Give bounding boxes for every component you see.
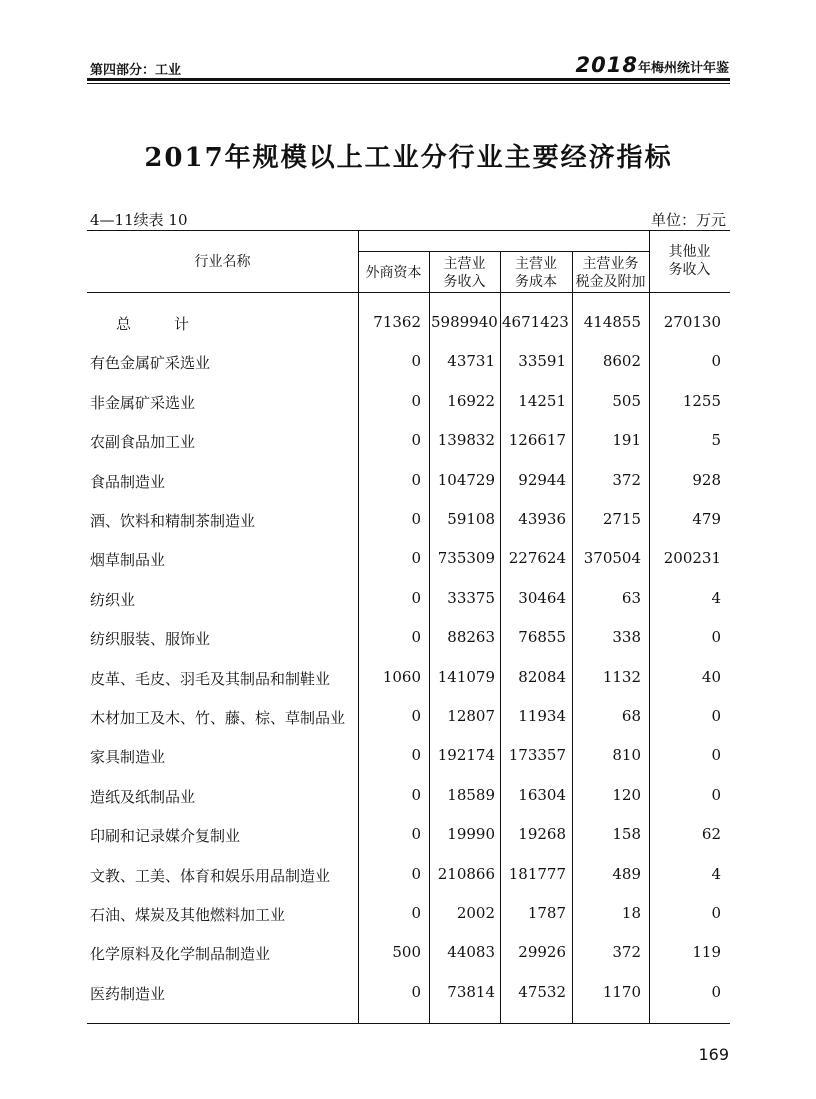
- table-row: [0, 581, 816, 620]
- cell-other-revenue: 62: [701, 825, 721, 844]
- cell-main-cost: 126617: [508, 431, 566, 450]
- cell-other-revenue: 0: [711, 352, 721, 371]
- unit-label: 单位：万元: [650, 211, 726, 229]
- page-title: 2017年规模以上工业分行业主要经济指标: [144, 143, 673, 173]
- cell-main-cost: 227624: [508, 549, 566, 568]
- cell-main-cost: 14251: [518, 391, 566, 410]
- cell-other-revenue: 119: [692, 943, 721, 962]
- header-line: 主营业: [443, 256, 486, 272]
- cell-other-revenue: 270130: [663, 313, 721, 331]
- row-name: 造纸及纸制品业: [90, 787, 196, 806]
- cell-main-tax: 810: [612, 746, 641, 765]
- cell-main-tax: 505: [612, 391, 641, 410]
- cell-other-revenue: 4: [711, 864, 721, 883]
- cell-main-revenue: 210866: [437, 864, 495, 883]
- yearbook-header: [576, 53, 729, 77]
- table-row: [0, 541, 816, 580]
- cell-main-cost: 82084: [518, 667, 566, 686]
- cell-main-cost: 4671423: [502, 313, 569, 331]
- cell-main-revenue: 5989940: [431, 313, 498, 331]
- cell-foreign-capital: 0: [411, 864, 421, 883]
- column-header-main-tax: [572, 255, 649, 291]
- table-row: [0, 857, 816, 896]
- header-line: 主营业: [515, 256, 557, 272]
- yearbook-title: 年梅州统计年鉴: [637, 61, 729, 76]
- header-line: 务收入: [443, 274, 486, 290]
- cell-main-tax: 8602: [602, 352, 641, 371]
- table-row-total: [0, 305, 816, 344]
- cell-main-revenue: 18589: [447, 785, 495, 804]
- table-row: [0, 660, 816, 699]
- table-row: [0, 384, 816, 423]
- table-row: [0, 975, 816, 1014]
- column-header-main-cost: [500, 255, 572, 291]
- cell-main-tax: 18: [621, 904, 641, 922]
- cell-main-cost: 47532: [518, 982, 566, 1001]
- table-bottom-rule: [87, 1023, 730, 1024]
- row-name: 纺织服装、服饰业: [90, 630, 211, 649]
- cell-foreign-capital: 0: [411, 352, 421, 371]
- cell-main-revenue: 59108: [447, 510, 495, 528]
- cell-main-cost: 33591: [518, 352, 566, 371]
- row-name: 纺织业: [90, 590, 136, 609]
- cell-main-cost: 43936: [518, 510, 566, 528]
- cell-main-revenue: 33375: [447, 588, 495, 607]
- cell-main-revenue: 141079: [437, 667, 495, 686]
- cell-other-revenue: 0: [711, 904, 721, 922]
- cell-main-cost: 30464: [518, 588, 566, 607]
- cell-main-cost: 29926: [518, 943, 566, 962]
- cell-main-cost: 19268: [518, 825, 566, 844]
- row-name: 酒、饮料和精制茶制造业: [90, 512, 256, 530]
- table-row: [0, 896, 816, 935]
- cell-main-tax: 1170: [602, 982, 641, 1001]
- table-row: [0, 463, 816, 502]
- row-name: 农副食品加工业: [90, 433, 196, 452]
- cell-foreign-capital: 0: [411, 904, 421, 922]
- cell-main-tax: 191: [612, 431, 641, 450]
- section-header: 第四部分：工业: [90, 63, 182, 78]
- cell-foreign-capital: 0: [411, 707, 421, 725]
- cell-main-revenue: 139832: [437, 431, 495, 450]
- header-line: 务收入: [668, 262, 711, 278]
- table-row: [0, 502, 816, 541]
- cell-foreign-capital: 1060: [382, 667, 421, 686]
- cell-main-revenue: 73814: [447, 982, 495, 1001]
- cell-main-cost: 1787: [527, 904, 566, 922]
- row-name: 文教、工美、体育和娱乐用品制造业: [90, 866, 331, 885]
- cell-main-tax: 158: [612, 825, 641, 844]
- header-rule: [87, 78, 730, 81]
- column-header-foreign-capital: 外商资本: [365, 265, 422, 281]
- cell-main-revenue: 19990: [447, 825, 495, 844]
- cell-other-revenue: 5: [711, 431, 721, 450]
- cell-main-tax: 338: [612, 628, 641, 647]
- row-name: 印刷和记录媒介复制业: [90, 827, 241, 846]
- row-name: 家具制造业: [90, 748, 166, 767]
- cell-main-tax: 370504: [583, 549, 641, 568]
- cell-main-tax: 489: [612, 864, 641, 883]
- row-name: 总 计: [116, 315, 204, 333]
- cell-foreign-capital: 71362: [373, 313, 421, 331]
- cell-main-tax: 2715: [602, 510, 641, 528]
- cell-main-cost: 16304: [518, 785, 566, 804]
- cell-other-revenue: 200231: [663, 549, 721, 568]
- header-line: 务成本: [515, 274, 557, 290]
- cell-other-revenue: 0: [711, 707, 721, 725]
- cell-main-revenue: 192174: [437, 746, 495, 765]
- cell-foreign-capital: 0: [411, 549, 421, 568]
- table-top-rule: [87, 230, 730, 231]
- cell-main-revenue: 88263: [447, 628, 495, 647]
- cell-foreign-capital: 0: [411, 510, 421, 528]
- row-name: 食品制造业: [90, 472, 166, 491]
- header-bottom-rule: [87, 292, 730, 293]
- header-rule-thin: [87, 83, 730, 84]
- cell-main-revenue: 735309: [437, 549, 495, 568]
- cell-foreign-capital: 0: [411, 785, 421, 804]
- cell-main-tax: 120: [612, 785, 641, 804]
- cell-other-revenue: 40: [701, 667, 721, 686]
- cell-other-revenue: 0: [711, 982, 721, 1001]
- cell-main-tax: 372: [612, 943, 641, 962]
- cell-main-cost: 173357: [508, 746, 566, 765]
- cell-main-revenue: 104729: [437, 470, 495, 489]
- table-row: [0, 699, 816, 738]
- row-name: 石油、煤炭及其他燃料加工业: [90, 906, 286, 924]
- column-header-name: 行业名称: [194, 254, 251, 270]
- header-line: 主营业务: [582, 256, 639, 272]
- row-name: 有色金属矿采选业: [90, 354, 211, 373]
- cell-other-revenue: 1255: [682, 391, 721, 410]
- table-row: [0, 817, 816, 856]
- cell-main-cost: 76855: [518, 628, 566, 647]
- page-number: 169: [698, 1045, 729, 1064]
- cell-foreign-capital: 0: [411, 825, 421, 844]
- cell-main-cost: 92944: [518, 470, 566, 489]
- row-name: 非金属矿采选业: [90, 393, 196, 412]
- cell-main-revenue: 43731: [447, 352, 495, 371]
- cell-foreign-capital: 500: [392, 943, 421, 962]
- cell-foreign-capital: 0: [411, 391, 421, 410]
- table-row: [0, 620, 816, 659]
- cell-main-revenue: 2002: [456, 904, 495, 922]
- cell-other-revenue: 4: [711, 588, 721, 607]
- cell-main-tax: 68: [621, 707, 641, 725]
- cell-main-tax: 372: [612, 470, 641, 489]
- header-line: 其他业: [668, 244, 711, 260]
- row-name: 医药制造业: [90, 984, 166, 1003]
- cell-other-revenue: 0: [711, 628, 721, 647]
- cell-other-revenue: 928: [692, 470, 721, 489]
- cell-main-cost: 181777: [508, 864, 566, 883]
- table-id: 4—11续表 10: [90, 211, 188, 229]
- table-row: [0, 778, 816, 817]
- cell-foreign-capital: 0: [411, 982, 421, 1001]
- yearbook-year: 2018: [575, 53, 638, 77]
- row-name: 木材加工及木、竹、藤、棕、草制品业: [90, 709, 346, 727]
- cell-foreign-capital: 0: [411, 588, 421, 607]
- header-line: 税金及附加: [575, 274, 646, 290]
- cell-foreign-capital: 0: [411, 628, 421, 647]
- column-header-other-revenue: [649, 243, 730, 279]
- cell-foreign-capital: 0: [411, 431, 421, 450]
- table-row: [0, 935, 816, 974]
- cell-main-tax: 414855: [583, 313, 641, 331]
- cell-main-tax: 1132: [602, 667, 641, 686]
- row-name: 烟草制品业: [90, 551, 166, 570]
- table-row: [0, 423, 816, 462]
- cell-main-cost: 11934: [518, 707, 566, 725]
- cell-other-revenue: 0: [711, 746, 721, 765]
- cell-main-tax: 63: [621, 588, 641, 607]
- cell-foreign-capital: 0: [411, 746, 421, 765]
- subheader-rule: [358, 251, 650, 252]
- table-row: [0, 738, 816, 777]
- cell-other-revenue: 479: [692, 510, 721, 528]
- cell-other-revenue: 0: [711, 785, 721, 804]
- table-row: [0, 344, 816, 383]
- row-name: 皮革、毛皮、羽毛及其制品和制鞋业: [90, 669, 331, 688]
- row-name: 化学原料及化学制品制造业: [90, 945, 271, 964]
- cell-main-revenue: 16922: [447, 391, 495, 410]
- cell-main-revenue: 12807: [447, 707, 495, 725]
- column-header-main-revenue: [429, 255, 500, 291]
- cell-main-revenue: 44083: [447, 943, 495, 962]
- cell-foreign-capital: 0: [411, 470, 421, 489]
